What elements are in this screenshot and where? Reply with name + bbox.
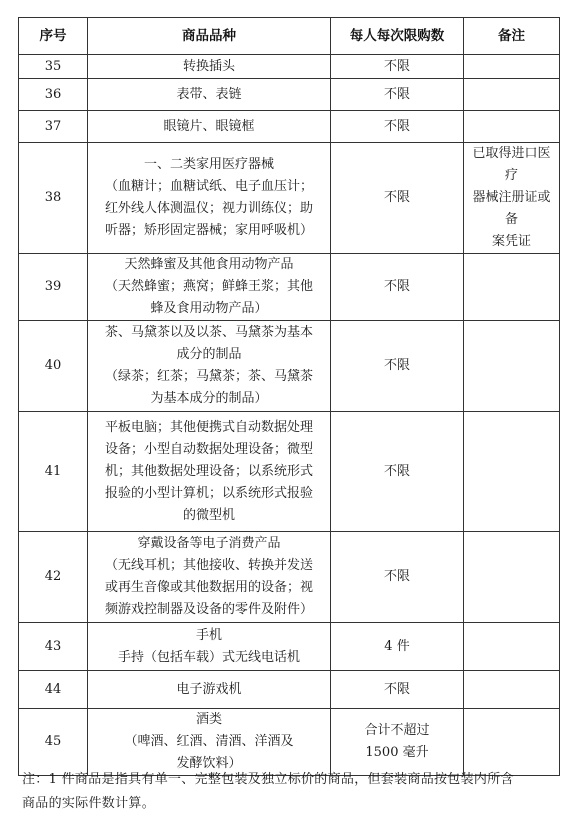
purchase-limit bbox=[331, 532, 464, 623]
product-name bbox=[88, 79, 331, 111]
purchase-limit-line: 合计不超过 bbox=[364, 723, 430, 738]
product-name bbox=[88, 321, 331, 412]
product-name-line: 红外线人体测温仪；视力训练仪；助 bbox=[104, 201, 313, 216]
table-row bbox=[19, 143, 560, 254]
table-header-row bbox=[19, 18, 560, 55]
purchase-limit bbox=[331, 623, 464, 671]
product-name-line: 酒类 bbox=[195, 712, 222, 727]
header-product: 商品品种 bbox=[88, 18, 331, 55]
product-name bbox=[88, 412, 331, 532]
row-index: 35 bbox=[19, 55, 88, 79]
product-name bbox=[88, 709, 331, 776]
purchase-limit-line: 不限 bbox=[383, 118, 410, 134]
row-index: 38 bbox=[19, 143, 88, 254]
product-name-line: 眼镜片、眼镜框 bbox=[163, 118, 255, 134]
product-name-line: （无线耳机；其他接收、转换并发送 bbox=[104, 558, 313, 573]
row-index: 43 bbox=[19, 623, 88, 671]
product-name bbox=[88, 55, 331, 79]
product-name-line: （血糖计；血糖试纸、电子血压计； bbox=[104, 179, 313, 194]
product-name-line: 频游戏控制器及设备的零件及附件） bbox=[104, 602, 313, 617]
product-name-line: 听器；矫形固定器械；家用呼吸机） bbox=[104, 223, 313, 238]
product-name bbox=[88, 111, 331, 143]
product-name-line: （天然蜂蜜；燕窝；鲜蜂王浆；其他 bbox=[104, 279, 313, 294]
product-name bbox=[88, 623, 331, 671]
product-name-line: 穿戴设备等电子消费产品 bbox=[137, 536, 281, 551]
product-name-line: 设备；小型自动数据处理设备；微型 bbox=[104, 441, 313, 457]
header-limit: 每人每次限购数 bbox=[331, 18, 464, 55]
purchase-limit-line: 1500 毫升 bbox=[365, 745, 429, 760]
remark bbox=[464, 79, 560, 111]
product-name bbox=[88, 254, 331, 321]
remark bbox=[464, 111, 560, 143]
purchase-limit bbox=[331, 709, 464, 776]
header-remark: 备注 bbox=[464, 18, 560, 55]
remark bbox=[464, 321, 560, 412]
remark bbox=[464, 143, 560, 254]
product-name-line: 成分的制品 bbox=[176, 347, 242, 362]
remark-line: 器械注册证或备 bbox=[472, 190, 551, 227]
product-name-line: 平板电脑；其他便携式自动数据处理 bbox=[104, 419, 313, 435]
product-name-line: 为基本成分的制品） bbox=[150, 391, 268, 406]
product-name-line: 电子游戏机 bbox=[176, 681, 242, 697]
product-name bbox=[88, 532, 331, 623]
remark bbox=[464, 709, 560, 776]
product-name-line: 或再生音像或其他数据用的设备；视 bbox=[104, 580, 313, 595]
header-index: 序号 bbox=[19, 18, 88, 55]
purchase-limit bbox=[331, 671, 464, 709]
product-name-line: 手持（包括车载）式无线电话机 bbox=[117, 649, 300, 665]
table-row bbox=[19, 55, 560, 79]
table-row bbox=[19, 532, 560, 623]
remark bbox=[464, 671, 560, 709]
purchase-limit-line: 不限 bbox=[383, 279, 410, 294]
table-row bbox=[19, 623, 560, 671]
purchase-limit-table bbox=[18, 17, 560, 776]
purchase-limit bbox=[331, 143, 464, 254]
purchase-limit bbox=[331, 254, 464, 321]
product-name-line: 一、二类家用医疗器械 bbox=[143, 157, 274, 172]
purchase-limit-line: 不限 bbox=[383, 190, 410, 205]
purchase-limit bbox=[331, 321, 464, 412]
product-name bbox=[88, 143, 331, 254]
purchase-limit bbox=[331, 79, 464, 111]
product-name bbox=[88, 671, 331, 709]
footnote bbox=[22, 768, 562, 816]
product-name-line: 发酵饮料） bbox=[176, 756, 242, 771]
purchase-limit-line: 不限 bbox=[383, 463, 410, 479]
row-index: 37 bbox=[19, 111, 88, 143]
product-name-line: 的微型机 bbox=[182, 507, 235, 523]
table-row bbox=[19, 254, 560, 321]
row-index: 39 bbox=[19, 254, 88, 321]
remark bbox=[464, 412, 560, 532]
table-row bbox=[19, 321, 560, 412]
purchase-limit bbox=[331, 111, 464, 143]
product-name-line: （绿茶；红茶；马黛茶；茶、马黛茶 bbox=[104, 369, 313, 384]
remark bbox=[464, 623, 560, 671]
product-name-line: （啤酒、红酒、清酒、洋酒及 bbox=[124, 734, 294, 749]
row-index: 44 bbox=[19, 671, 88, 709]
remark bbox=[464, 55, 560, 79]
product-name-line: 蜂及食用动物产品） bbox=[150, 301, 268, 316]
table-row bbox=[19, 709, 560, 776]
purchase-limit-line: 不限 bbox=[383, 569, 410, 584]
row-index: 45 bbox=[19, 709, 88, 776]
product-name-line: 天然蜂蜜及其他食用动物产品 bbox=[124, 257, 294, 272]
table-row bbox=[19, 79, 560, 111]
row-index: 40 bbox=[19, 321, 88, 412]
product-name-line: 表带、表链 bbox=[176, 86, 242, 102]
purchase-limit-line: 不限 bbox=[383, 58, 410, 74]
table-body bbox=[19, 55, 560, 776]
purchase-limit-line: 4 件 bbox=[384, 638, 410, 654]
product-name-line: 茶、马黛茶以及以茶、马黛茶为基本 bbox=[104, 325, 313, 340]
row-index: 36 bbox=[19, 79, 88, 111]
purchase-limit-line: 不限 bbox=[383, 86, 410, 102]
purchase-limit bbox=[331, 412, 464, 532]
product-name-line: 报验的小型计算机；以系统形式报验 bbox=[104, 485, 313, 501]
table-row bbox=[19, 412, 560, 532]
footnote-line: 商品的实际件数计算。 bbox=[22, 796, 156, 811]
remark-line: 案凭证 bbox=[491, 234, 531, 249]
product-name-line: 手机 bbox=[195, 627, 222, 643]
purchase-limit bbox=[331, 55, 464, 79]
remark-line: 已取得进口医疗 bbox=[472, 146, 551, 183]
remark bbox=[464, 532, 560, 623]
table-row bbox=[19, 111, 560, 143]
table-row bbox=[19, 671, 560, 709]
purchase-limit-line: 不限 bbox=[383, 358, 410, 373]
product-name-line: 转换插头 bbox=[182, 58, 235, 74]
row-index: 41 bbox=[19, 412, 88, 532]
purchase-limit-line: 不限 bbox=[383, 681, 410, 697]
remark bbox=[464, 254, 560, 321]
row-index: 42 bbox=[19, 532, 88, 623]
footnote-line: 注：1 件商品是指具有单一、完整包装及独立标价的商品，但套装商品按包装内所含 bbox=[22, 772, 514, 787]
product-name-line: 机；其他数据处理设备；以系统形式 bbox=[104, 463, 313, 479]
